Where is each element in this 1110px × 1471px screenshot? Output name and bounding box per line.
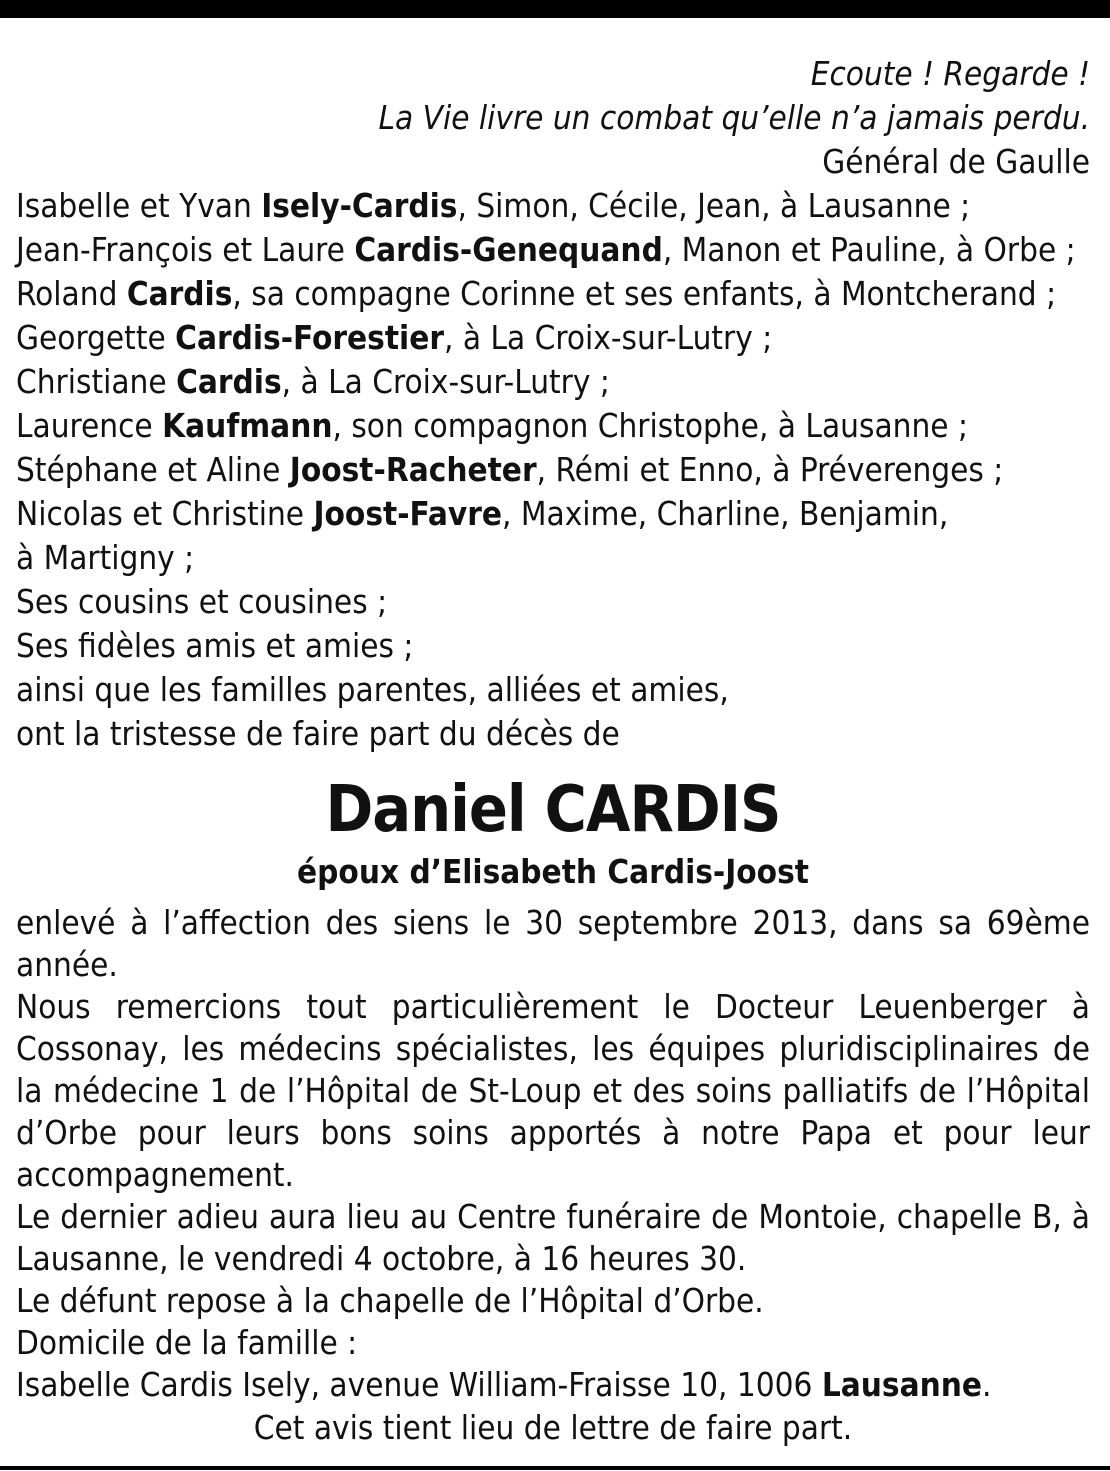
family-line: Georgette Cardis-Forestier, à La Croix-sur-Lutry ; xyxy=(16,318,773,357)
epigraph-author: Général de Gaulle xyxy=(822,142,1090,181)
deceased-name: Daniel CARDIS xyxy=(325,773,781,847)
epigraph-line-2: La Vie livre un combat qu’elle n’a jamais perdu. xyxy=(378,98,1090,137)
bottom-rule xyxy=(0,1466,1110,1470)
address-city: Lausanne xyxy=(821,1365,983,1404)
family-line: Isabelle et Yvan Isely-Cardis, Simon, Cécile, Jean, à Lausanne ; xyxy=(16,186,971,225)
death-paragraph: enlevé à l’affection des siens le 30 septembre 2013, dans sa 69ème année. xyxy=(16,903,1090,984)
funeral-paragraph: Le dernier adieu aura lieu au Centre funéraire de Montoie, chapelle B, à Lausanne, le vendredi 4 octobre, à 16 heures 30. xyxy=(16,1197,1090,1278)
rest-paragraph: Le défunt repose à la chapelle de l’Hôpital d’Orbe. xyxy=(16,1281,764,1320)
epigraph xyxy=(16,52,1090,184)
obituary-notice xyxy=(16,52,1090,1450)
family-line: Ses cousins et cousines ; xyxy=(16,582,388,621)
top-rule xyxy=(0,0,1110,18)
family-line: Christiane Cardis, à La Croix-sur-Lutry ; xyxy=(16,362,610,401)
closing-note: Cet avis tient lieu de lettre de faire part. xyxy=(253,1408,853,1447)
family-line: ont la tristesse de faire part du décès de xyxy=(16,714,620,753)
family-line: Stéphane et Aline Joost-Racheter, Rémi et Enno, à Préverenges ; xyxy=(16,450,1004,489)
family-address: Isabelle Cardis Isely, avenue William-Fraisse 10, 1006 Lausanne. xyxy=(16,1365,992,1404)
family-line: Ses fidèles amis et amies ; xyxy=(16,626,414,665)
epigraph-line-1: Ecoute ! Regarde ! xyxy=(810,54,1090,93)
thanks-paragraph: Nous remercions tout particulièrement le Docteur Leuenberger à Cossonay, les médecins spécialistes, les équipes pluridisciplinaires de la médecine 1 de l’Hôpital de St-Loup et des soins palliatifs de l’Hôpital d’Orbe pour leurs bons soins apportés à notre Papa et pour leur accompagnement. xyxy=(16,987,1090,1194)
family-line: Roland Cardis, sa compagne Corinne et ses enfants, à Montcherand ; xyxy=(16,274,1057,313)
family-line: ainsi que les familles parentes, alliées et amies, xyxy=(16,670,729,709)
deceased-spouse: époux d’Elisabeth Cardis-Joost xyxy=(297,852,809,891)
domicile-label: Domicile de la famille : xyxy=(16,1323,358,1362)
family-line: Nicolas et Christine Joost-Favre, Maxime, Charline, Benjamin, xyxy=(16,494,949,533)
notice-body xyxy=(16,902,1090,1406)
family-line: Laurence Kaufmann, son compagnon Christophe, à Lausanne ; xyxy=(16,406,968,445)
family-list xyxy=(16,184,1090,756)
family-line: Jean-François et Laure Cardis-Genequand, Manon et Pauline, à Orbe ; xyxy=(16,230,1076,269)
family-line: à Martigny ; xyxy=(16,538,195,577)
